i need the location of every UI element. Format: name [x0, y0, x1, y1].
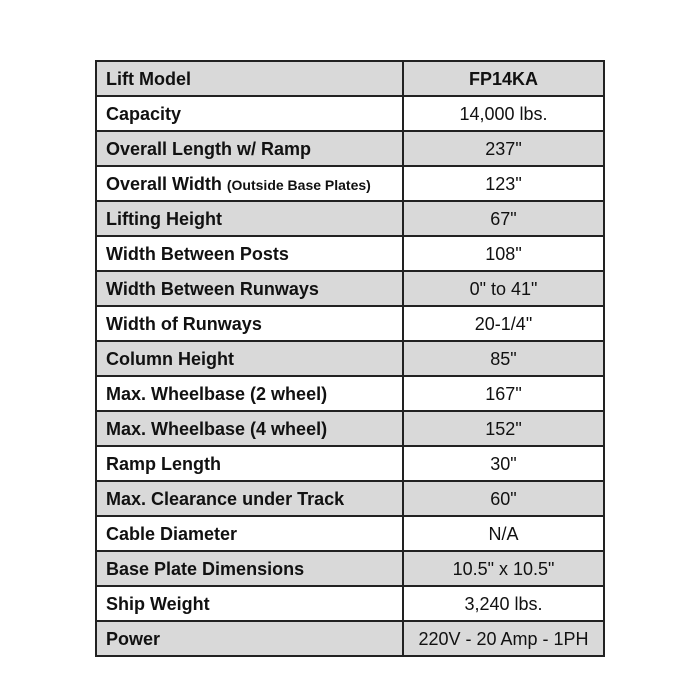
row-label — [96, 516, 403, 551]
row-label-text: Width Between Posts — [106, 243, 289, 264]
row-label-text: Max. Wheelbase (2 wheel) — [106, 383, 328, 404]
row-label-text: Ramp Length — [106, 453, 221, 474]
row-label — [96, 306, 403, 341]
header-label: Lift Model — [96, 61, 403, 96]
table-row — [96, 551, 604, 586]
table-row — [96, 341, 604, 376]
row-label-text: Max. Clearance under Track — [106, 488, 345, 509]
row-label-text: Base Plate Dimensions — [106, 558, 305, 579]
table-row — [96, 166, 604, 201]
row-label-text: Column Height — [106, 348, 234, 369]
row-value: 67" — [403, 201, 604, 236]
row-label — [96, 236, 403, 271]
row-label-text: Width of Runways — [106, 313, 262, 334]
table-row — [96, 586, 604, 621]
row-label-text: Width Between Runways — [106, 278, 319, 299]
row-label-text: Lifting Height — [106, 208, 222, 229]
row-label-text: Max. Wheelbase (4 wheel) — [106, 418, 328, 439]
row-label — [96, 586, 403, 621]
row-label — [96, 166, 403, 201]
row-label-text: Power — [106, 628, 161, 649]
row-label — [96, 621, 403, 656]
row-label-text: Capacity — [106, 103, 182, 124]
row-label — [96, 131, 403, 166]
table-row — [96, 411, 604, 446]
table-row — [96, 481, 604, 516]
row-value: 152" — [403, 411, 604, 446]
row-value: 60" — [403, 481, 604, 516]
table-row — [96, 236, 604, 271]
row-label-text: Cable Diameter — [106, 523, 238, 544]
table-row — [96, 621, 604, 656]
row-value: 85" — [403, 341, 604, 376]
table-row — [96, 376, 604, 411]
row-value: 10.5" x 10.5" — [403, 551, 604, 586]
row-value: 220V - 20 Amp - 1PH — [403, 621, 604, 656]
row-label — [96, 481, 403, 516]
spec-table — [95, 60, 605, 657]
row-value: 108" — [403, 236, 604, 271]
row-label-note: (Outside Base Plates) — [226, 176, 371, 193]
row-label — [96, 201, 403, 236]
row-label — [96, 376, 403, 411]
table-row — [96, 516, 604, 551]
table-row — [96, 201, 604, 236]
row-value: N/A — [403, 516, 604, 551]
table-row — [96, 131, 604, 166]
row-value: 20-1/4" — [403, 306, 604, 341]
row-label — [96, 551, 403, 586]
row-value: 0" to 41" — [403, 271, 604, 306]
table-row — [96, 306, 604, 341]
table-row — [96, 96, 604, 131]
row-label-text: Overall Length w/ Ramp — [106, 138, 312, 159]
row-value: 14,000 lbs. — [403, 96, 604, 131]
row-label — [96, 341, 403, 376]
row-value: 167" — [403, 376, 604, 411]
row-value: 237" — [403, 131, 604, 166]
row-label — [96, 96, 403, 131]
header-row — [96, 61, 604, 96]
table-row — [96, 446, 604, 481]
row-label — [96, 446, 403, 481]
table-row — [96, 271, 604, 306]
header-value: FP14KA — [403, 61, 604, 96]
row-label — [96, 271, 403, 306]
row-value: 123" — [403, 166, 604, 201]
row-label-text: Ship Weight — [106, 593, 210, 614]
row-value: 3,240 lbs. — [403, 586, 604, 621]
row-label-text: Overall Width — [106, 173, 222, 194]
row-value: 30" — [403, 446, 604, 481]
row-label — [96, 411, 403, 446]
